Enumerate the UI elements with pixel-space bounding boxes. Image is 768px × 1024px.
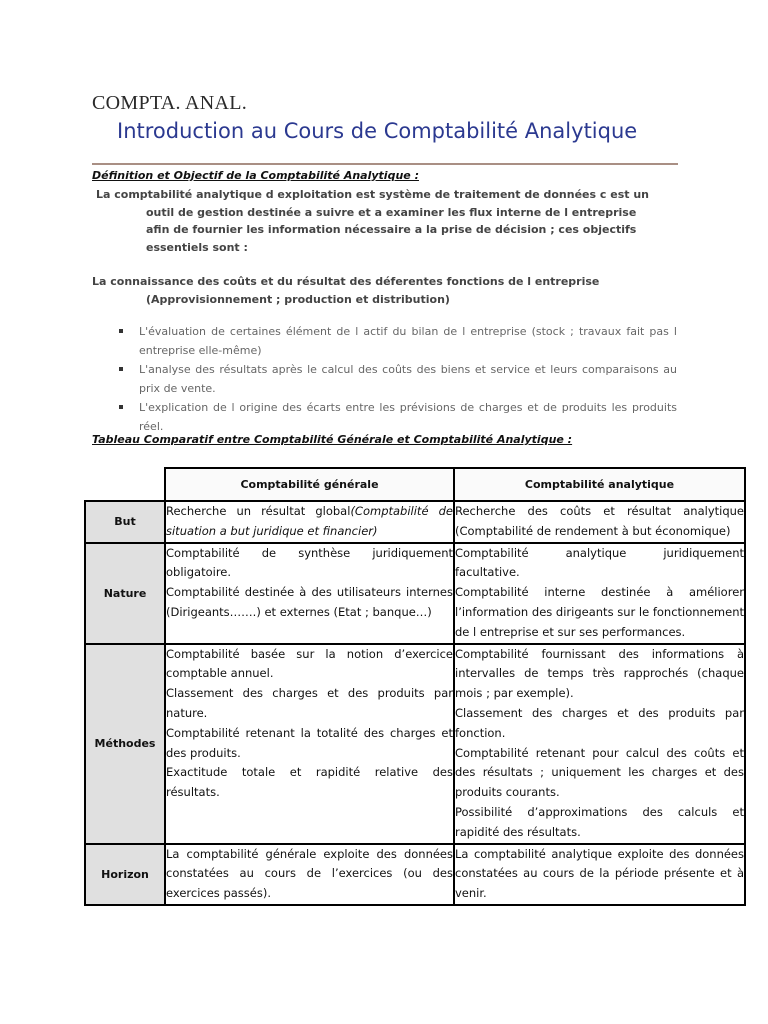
table-row (85, 543, 745, 644)
cell-text: Recherche des coûts et résultat analytique (Comptabilité de rendement à but économique) (455, 504, 744, 538)
cell-text: Exactitude totale et rapidité relative des résultats. (166, 765, 453, 800)
cell-general (165, 543, 454, 644)
knowledge-line-1: La connaissance des coûts et du résultat des déferentes fonctions de l entreprise (92, 275, 600, 288)
cell-paragraph (166, 845, 453, 904)
cell-analytique (454, 501, 745, 543)
cell-paragraph (455, 803, 744, 843)
knowledge-line-2: (Approvisionnement ; production et distribution) (146, 293, 450, 306)
cell-text: Comptabilité analytique juridiquement facultative. (455, 545, 744, 580)
cell-text-italic: (Comptabilité de situation a but juridique et financier) (166, 504, 453, 538)
intro-line-1: La comptabilité analytique d exploitation est système de traitement de données c est un (96, 188, 649, 201)
table-row (85, 844, 745, 905)
row-label: But (85, 501, 165, 543)
cell-text: Classement des charges et des produits par fonction. (455, 705, 744, 740)
cell-text: Comptabilité retenant pour calcul des coûts et des résultats ; uniquement les charges et des produits courants. (455, 745, 744, 800)
table-body (85, 501, 745, 905)
cell-text: Comptabilité basée sur la notion d’exercice comptable annuel. (166, 646, 453, 681)
cell-paragraph (166, 583, 453, 623)
cell-paragraph (455, 502, 744, 542)
objective-item: L'analyse des résultats après le calcul des coûts des biens et service et leurs comparaisons au prix de vente. (117, 360, 677, 398)
cell-general (165, 844, 454, 905)
cell-paragraph (166, 763, 453, 803)
cell-paragraph (455, 744, 744, 803)
cell-text: Comptabilité interne destinée à améliorer l’information des dirigeants sur le fonctionnement de l entreprise et sur ses performances. (455, 585, 744, 639)
table-row (85, 644, 745, 844)
cell-paragraph (455, 845, 744, 904)
cell-paragraph (455, 704, 744, 744)
cell-paragraph (455, 583, 744, 642)
intro-line-4: essentiels sont : (146, 241, 248, 254)
cell-analytique (454, 543, 745, 644)
cell-general (165, 501, 454, 543)
comparison-table (84, 467, 746, 906)
table-row (85, 501, 745, 543)
cell-paragraph (455, 645, 744, 704)
cell-paragraph (166, 502, 453, 542)
column-header-generale: Comptabilité générale (165, 468, 454, 501)
cell-analytique (454, 644, 745, 844)
section-heading-definition: Définition et Objectif de la Comptabilité Analytique : (92, 169, 419, 182)
row-label: Horizon (85, 844, 165, 905)
table-corner (85, 468, 165, 501)
row-label: Nature (85, 543, 165, 644)
objective-item: L'explication de l origine des écarts entre les prévisions de charges et de produits les produits réel. (117, 398, 677, 436)
section-heading-table: Tableau Comparatif entre Comptabilité Générale et Comptabilité Analytique : (92, 433, 573, 446)
cell-analytique (454, 844, 745, 905)
row-label: Méthodes (85, 644, 165, 844)
cell-general (165, 644, 454, 844)
objectives-list (117, 322, 677, 436)
cell-paragraph (166, 684, 453, 724)
cell-text: Comptabilité fournissant des informations à intervalles de temps très rapprochés (chaque mois ; par exemple). (455, 646, 744, 701)
cell-paragraph (455, 544, 744, 584)
cell-paragraph (166, 724, 453, 764)
intro-line-3: afin de fournier les information nécessaire a la prise de décision ; ces objectifs (146, 223, 637, 236)
cell-paragraph (166, 645, 453, 685)
cell-text: Comptabilité de synthèse juridiquement obligatoire. (166, 545, 453, 580)
cell-paragraph (166, 544, 453, 584)
objective-item: L'évaluation de certaines élément de l actif du bilan de l entreprise (stock ; travaux fait pas l entreprise elle-même) (117, 322, 677, 360)
column-header-analytique: Comptabilité analytique (454, 468, 745, 501)
cell-text: Possibilité d’approximations des calculs et rapidité des résultats. (455, 804, 744, 839)
cell-text: La comptabilité analytique exploite des données constatées au cours de la période présente et à venir. (455, 846, 744, 901)
cell-text: Comptabilité destinée à des utilisateurs internes (Dirigeants…….) et externes (Etat ; banque…) (166, 585, 453, 619)
cell-text: Recherche un résultat global (166, 504, 351, 518)
cell-text: La comptabilité générale exploite des données constatées au cours de l’exercices (ou des exercices passés). (166, 846, 453, 901)
cell-text: Classement des charges et des produits par nature. (166, 686, 453, 720)
title-divider (92, 163, 678, 165)
cell-text: Comptabilité retenant la totalité des charges et des produits. (166, 725, 453, 760)
course-label: COMPTA. ANAL. (92, 92, 248, 114)
intro-line-2: outil de gestion destinée a suivre et a examiner les flux interne de l entreprise (146, 206, 637, 219)
page-title: Introduction au Cours de Comptabilité Analytique (117, 119, 638, 143)
